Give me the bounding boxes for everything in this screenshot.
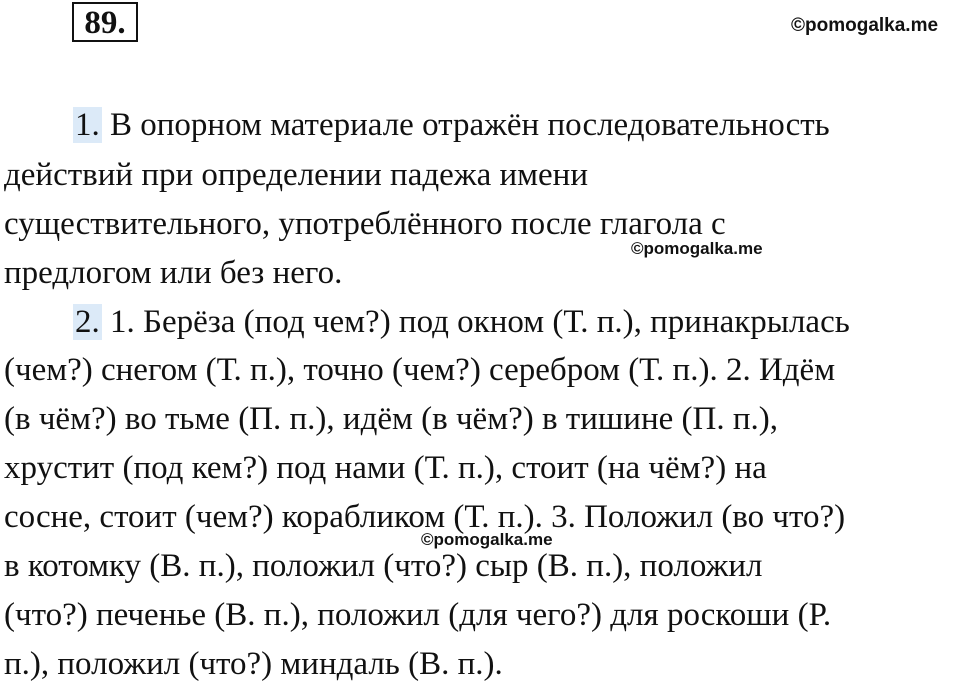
paragraph-2-number: 2. bbox=[75, 304, 100, 340]
paragraph-2-line-4: хрустит (под кем?) под нами (Т. п.), стоит (на чём?) на bbox=[4, 450, 767, 486]
paragraph-1-line-4: предлогом или без него. bbox=[4, 255, 343, 291]
watermark-lower: ©pomogalka.me bbox=[421, 530, 553, 549]
paragraph-2-line-1 bbox=[73, 304, 850, 340]
paragraph-1-line-1-text: В опорном материале отражён последовательность bbox=[101, 107, 830, 143]
task-number: 89. bbox=[84, 5, 126, 41]
paragraph-2-line-1-text: 1. Берёза (под чем?) под окном (Т. п.), принакрылась bbox=[101, 304, 850, 340]
paragraph-2-line-2: (чем?) снегом (Т. п.), точно (чем?) серебром (Т. п.). 2. Идём bbox=[4, 352, 836, 388]
paragraph-2-line-6: в котомку (В. п.), положил (что?) сыр (В. п.), положил bbox=[4, 548, 763, 584]
watermark-middle: ©pomogalka.me bbox=[631, 239, 763, 258]
paragraph-2-line-3: (в чём?) во тьме (П. п.), идём (в чём?) в тишине (П. п.), bbox=[4, 401, 778, 437]
paragraph-1-line-2: действий при определении падежа имени bbox=[4, 157, 588, 193]
task-number-box bbox=[72, 2, 138, 42]
paragraph-1-line-1 bbox=[73, 107, 830, 143]
paragraph-2-line-8: п.), положил (что?) миндаль (В. п.). bbox=[4, 646, 503, 682]
paragraph-2-line-7: (что?) печенье (В. п.), положил (для чего?) для роскоши (Р. bbox=[4, 597, 832, 633]
paragraph-2-line-5: сосне, стоит (чем?) корабликом (Т. п.). 3. Положил (во что?) bbox=[4, 499, 846, 535]
paragraph-1-line-3: существительного, употреблённого после глагола с bbox=[4, 206, 726, 242]
paragraph-1-number: 1. bbox=[75, 107, 100, 143]
watermark-top: ©pomogalka.me bbox=[791, 15, 939, 36]
